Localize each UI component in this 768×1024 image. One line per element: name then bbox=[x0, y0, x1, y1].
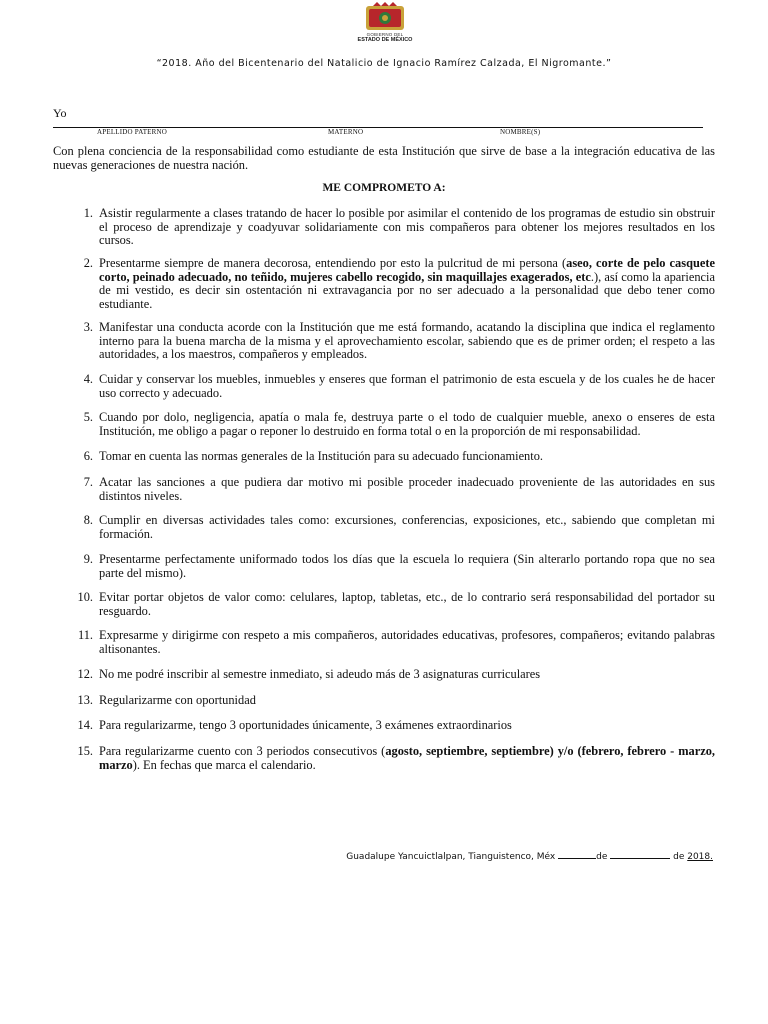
list-item bbox=[53, 321, 715, 362]
item-number: 1. bbox=[83, 206, 93, 220]
list-item bbox=[53, 514, 715, 541]
intro-paragraph: Con plena conciencia de la responsabilidad como estudiante de esta Institución que sirve de base a la integración educativa de las nuevas generaciones de nuestra nación. bbox=[53, 144, 715, 172]
de-text-1: de bbox=[596, 852, 608, 862]
item-text: Acatar las sanciones a que pudiera dar motivo mi posible proceder inadecuado proveniente de las autoridades en sus distintos niveles. bbox=[99, 475, 715, 503]
list-item bbox=[53, 553, 715, 580]
commitment-heading: ME COMPROMETO A: bbox=[322, 182, 446, 194]
item-number: 2. bbox=[83, 256, 93, 270]
list-item bbox=[53, 450, 715, 464]
item-number: 6. bbox=[83, 449, 93, 463]
list-item bbox=[53, 411, 715, 438]
item-text-pre: Para regularizarme cuento con 3 periodos consecutivos ( bbox=[99, 744, 386, 758]
place-text: Guadalupe Yancuictlalpan, Tianguistenco, Méx bbox=[346, 852, 556, 862]
item-text bbox=[99, 257, 715, 311]
item-number: 15. bbox=[77, 744, 93, 758]
item-text: Tomar en cuenta las normas generales de la Institución para su adecuado funcionamiento. bbox=[99, 449, 543, 463]
item-text: Para regularizarme, tengo 3 oportunidades únicamente, 3 exámenes extraordinarios bbox=[99, 718, 512, 732]
item-text: Manifestar una conducta acorde con la Institución que me está formando, acatando la disciplina que indica el reglamento interno para la buena marcha de la misma y el aprovechamiento escolar, sabiendo que es de primer orden; el respeto a las autoridades, a los maestros, compañeros y empleados. bbox=[99, 320, 715, 361]
label-nombres: NOMBRE(S) bbox=[500, 128, 541, 136]
item-text-bold: agosto, septiembre, septiembre) y/o (febrero, febrero - marzo, marzo bbox=[99, 744, 715, 772]
item-number: 4. bbox=[83, 372, 93, 386]
day-blank[interactable] bbox=[558, 849, 596, 859]
list-item bbox=[53, 257, 715, 311]
item-number: 5. bbox=[83, 410, 93, 424]
item-text: Evitar portar objetos de valor como: celulares, laptop, tabletas, etc., de lo contrario será responsabilidad del portador su resguardo. bbox=[99, 590, 715, 618]
list-item bbox=[53, 694, 715, 708]
item-number: 13. bbox=[77, 693, 93, 707]
item-text bbox=[99, 745, 715, 772]
item-number: 10. bbox=[77, 590, 93, 604]
item-text: Cumplir en diversas actividades tales como: excursiones, conferencias, exposiciones, etc., sabiendo que completan mi formación. bbox=[99, 513, 715, 541]
item-text: Cuando por dolo, negligencia, apatía o mala fe, destruya parte o el todo de cualquier mueble, anexo o enseres de esta Institución, me obligo a pagar o reponer lo destruido en forma total o en la proporción de mi responsabilidad. bbox=[99, 410, 715, 438]
item-number: 7. bbox=[83, 475, 93, 489]
item-text: Asistir regularmente a clases tratando de hacer lo posible por asimilar el contenido de los programas de estudio sin obstruir el proceso de aprendizaje y coadyuvar solidariamente con mis compañeros para obtener los mejores resultados en los cursos. bbox=[99, 206, 715, 247]
item-number: 11. bbox=[77, 628, 93, 642]
list-item bbox=[53, 668, 715, 682]
item-text-post: ). En fechas que marca el calendario. bbox=[132, 757, 316, 772]
item-text: Cuidar y conservar los muebles, inmuebles y enseres que forman el patrimonio de esta escuela y de los cuales he de hacer uso correcto y adecuado. bbox=[99, 372, 715, 400]
list-item bbox=[53, 629, 715, 656]
list-item bbox=[53, 373, 715, 400]
yo-label: Yo bbox=[53, 106, 67, 120]
state-seal-icon bbox=[363, 2, 407, 32]
item-number: 14. bbox=[77, 718, 93, 732]
logo-line2: ESTADO DE MÉXICO bbox=[357, 37, 413, 43]
list-item bbox=[53, 207, 715, 248]
de-text-2: de bbox=[673, 852, 685, 862]
item-text-bold: aseo, corte de pelo casquete corto, peinado adecuado, no teñido, mujeres cabello recogido, sin maquillajes exagerados, etc bbox=[99, 256, 715, 284]
item-text: Regularizarme con oportunidad bbox=[99, 693, 256, 707]
government-logo bbox=[340, 0, 430, 50]
item-number: 9. bbox=[83, 552, 93, 566]
place-date-line bbox=[346, 849, 713, 862]
item-number: 3. bbox=[83, 320, 93, 334]
item-text: No me podré inscribir al semestre inmediato, si adeudo más de 3 asignaturas curriculares bbox=[99, 667, 541, 681]
list-item bbox=[53, 591, 715, 618]
item-number: 12. bbox=[77, 667, 93, 681]
item-number: 8. bbox=[83, 513, 93, 527]
list-item bbox=[53, 745, 715, 772]
list-item bbox=[53, 719, 715, 733]
year-text: 2018. bbox=[687, 852, 713, 862]
logo-line1: GOBIERNO DEL bbox=[366, 32, 404, 37]
label-apellido-paterno: APELLIDO PATERNO bbox=[97, 128, 168, 136]
item-text-post: .), así como la apariencia de mi vestido, es decir sin ostentación ni extravagancia por no ser adecuado a la personalidad que debo tener como estudiante. bbox=[99, 269, 715, 311]
month-blank[interactable] bbox=[610, 849, 670, 859]
label-materno: MATERNO bbox=[328, 128, 364, 136]
item-text: Presentarme perfectamente uniformado todos los días que la escuela lo requiera (Sin alterarlo portando ropa que no sea parte del mismo). bbox=[99, 552, 715, 580]
item-text: Expresarme y dirigirme con respeto a mis compañeros, autoridades educativas, profesores, compañeros; evitando palabras altisonantes. bbox=[99, 628, 715, 656]
list-item bbox=[53, 476, 715, 503]
year-motto: “2018. Año del Bicentenario del Natalicio de Ignacio Ramírez Calzada, El Nigromante.” bbox=[156, 58, 612, 69]
item-text-pre: Presentarme siempre de manera decorosa, entendiendo por esto la pulcritud de mi persona ( bbox=[99, 256, 567, 270]
